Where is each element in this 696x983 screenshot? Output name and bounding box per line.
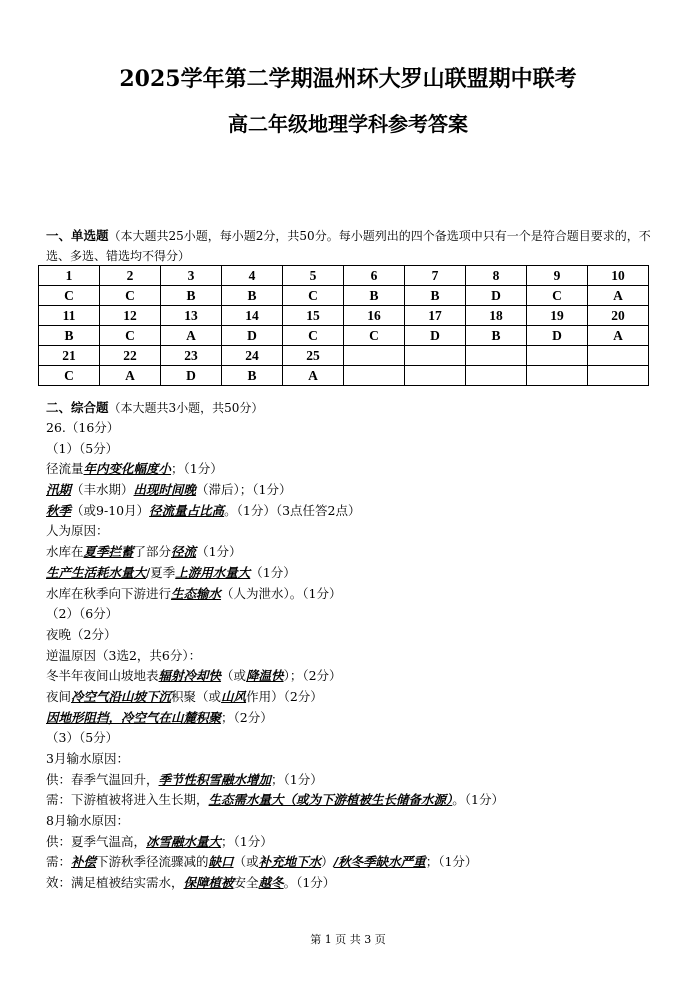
- key-point: 越冬: [258, 875, 284, 891]
- line-text: 。（1分）: [452, 792, 504, 808]
- answer-table-cell: C: [283, 326, 344, 346]
- answer-line: [46, 832, 666, 853]
- answer-table-cell: 11: [39, 306, 100, 326]
- answer-table-cell: B: [344, 286, 405, 306]
- answer-table-cell: C: [344, 326, 405, 346]
- answer-table-cell: A: [100, 366, 161, 386]
- answer-line: [46, 563, 666, 584]
- answer-line: [46, 501, 666, 522]
- answer-table-cell: 10: [588, 266, 649, 286]
- answer-table-cell: D: [527, 326, 588, 346]
- answer-table-cell: 18: [466, 306, 527, 326]
- answer-table-cell: C: [283, 286, 344, 306]
- answer-table-cell: 21: [39, 346, 100, 366]
- answer-line: [46, 873, 666, 894]
- exam-subtitle: 高二年级地理学科参考答案: [228, 112, 468, 136]
- answer-line: [46, 646, 666, 667]
- answer-table-row: [39, 286, 649, 306]
- answer-line: [46, 459, 666, 480]
- answer-table-cell: 24: [222, 346, 283, 366]
- answer-line: [46, 770, 666, 791]
- answer-line: [46, 604, 666, 625]
- line-text: 供：夏季气温高，: [46, 833, 147, 849]
- line-text: （1）（5分）: [46, 440, 119, 456]
- answer-table-cell: [527, 346, 588, 366]
- line-text: 逆温原因（3选2，共6分）：: [46, 647, 202, 663]
- line-text: （丰水期）: [71, 482, 134, 498]
- answer-table-cell: 16: [344, 306, 405, 326]
- answer-table-cell: D: [161, 366, 222, 386]
- answer-table-cell: 9: [527, 266, 588, 286]
- answer-table-cell: 17: [405, 306, 466, 326]
- answer-table-cell: [466, 346, 527, 366]
- answer-table-cell: 1: [39, 266, 100, 286]
- key-point: 季节性积雪融水增加: [158, 771, 272, 787]
- answer-line: [46, 480, 666, 501]
- line-text: 需：下游植被将进入生长期，: [46, 792, 209, 808]
- answer-line: [46, 542, 666, 563]
- answer-table-cell: C: [100, 286, 161, 306]
- key-point: 因地形阻挡，冷空气在山麓积聚: [46, 709, 222, 725]
- section1-heading: 一、单选题: [46, 228, 109, 243]
- line-text: 积聚（或: [171, 688, 222, 704]
- line-text: 作用）（2分）: [246, 688, 323, 704]
- line-text: 水库在秋季向下游进行: [46, 585, 172, 601]
- key-point: 年内变化幅度小: [83, 461, 172, 477]
- answer-table-cell: 13: [161, 306, 222, 326]
- answer-table-cell: A: [588, 326, 649, 346]
- line-text: 径流量: [46, 461, 84, 477]
- answer-table-cell: C: [527, 286, 588, 306]
- line-text: 需：: [46, 854, 72, 870]
- key-point: 生态输水: [171, 585, 222, 601]
- page-footer: 第 1 页 共 3 页: [310, 933, 386, 946]
- line-text: （或: [221, 668, 247, 684]
- answer-table-cell: 19: [527, 306, 588, 326]
- answer-table-cell: C: [100, 326, 161, 346]
- answer-line: [46, 625, 666, 646]
- answer-table-cell: 4: [222, 266, 283, 286]
- answer-table: [38, 265, 649, 386]
- answer-table-row: [39, 306, 649, 326]
- line-text: （或9-10月）: [71, 502, 150, 518]
- key-point: 缺口: [208, 854, 234, 870]
- answer-table-cell: 20: [588, 306, 649, 326]
- answer-table-row: [39, 326, 649, 346]
- answer-table-cell: 15: [283, 306, 344, 326]
- answer-line: [46, 521, 666, 542]
- answer-line: [46, 749, 666, 770]
- answer-table-cell: B: [161, 286, 222, 306]
- line-text: （滞后）；（1分）: [196, 482, 292, 498]
- line-text: ；（1分）: [221, 833, 273, 849]
- answer-table-cell: 7: [405, 266, 466, 286]
- key-point: 冷空气沿山坡下沉: [71, 688, 172, 704]
- answer-table-cell: B: [39, 326, 100, 346]
- answer-table-cell: 6: [344, 266, 405, 286]
- line-text: 3月输水原因：: [46, 751, 129, 766]
- key-point: 上游用水量大: [175, 564, 251, 580]
- line-text: （1分）: [196, 544, 242, 560]
- line-text: 下游秋季径流骤减的: [96, 854, 209, 870]
- line-text: （人为泄水）。（1分）: [221, 585, 342, 601]
- answer-table-row: [39, 366, 649, 386]
- answer-table-cell: C: [39, 366, 100, 386]
- answer-table-cell: A: [588, 286, 649, 306]
- answer-table-cell: 23: [161, 346, 222, 366]
- line-text: 效：满足植被结实需水，: [46, 875, 184, 891]
- key-point: 秋季: [46, 502, 72, 518]
- section1-note: （本大题共25小题，每小题2分，共50分。每小题列出的四个备选项中只有一个是符合题目要求的，不选、多选、错选均不得分）: [46, 229, 651, 263]
- line-text: 夜间: [46, 688, 72, 704]
- answer-table-cell: 8: [466, 266, 527, 286]
- answer-table-cell: [344, 366, 405, 386]
- answer-body: [46, 418, 666, 894]
- answer-line: [46, 790, 666, 811]
- answer-table-cell: B: [466, 326, 527, 346]
- answer-table-cell: [405, 346, 466, 366]
- answer-table-cell: A: [283, 366, 344, 386]
- answer-line: [46, 852, 666, 873]
- answer-line: [46, 728, 666, 749]
- answer-table-cell: C: [39, 286, 100, 306]
- key-point: 生产生活耗水量大: [46, 564, 147, 580]
- exam-title: 2025学年第二学期温州环大罗山联盟期中联考: [119, 66, 577, 92]
- line-text: ；（1分）: [425, 854, 478, 870]
- key-point: 辐射冷却快: [158, 668, 222, 684]
- answer-line: [46, 811, 666, 832]
- answer-table-cell: [588, 366, 649, 386]
- key-point: 径流量占比高: [149, 502, 225, 518]
- key-point: 径流: [171, 544, 197, 560]
- line-text: ；（1分）: [271, 771, 323, 787]
- answer-line: [46, 418, 666, 439]
- line-text: 安全: [233, 875, 259, 891]
- key-point: /秋冬季缺水严重: [333, 854, 426, 870]
- answer-table-cell: [527, 366, 588, 386]
- answer-table-cell: 3: [161, 266, 222, 286]
- line-text: （1分）: [250, 564, 296, 580]
- answer-table-cell: 2: [100, 266, 161, 286]
- line-text: 供：春季气温回升，: [46, 771, 159, 787]
- answer-table-cell: [344, 346, 405, 366]
- answer-table-cell: 5: [283, 266, 344, 286]
- line-text: 人为原因：: [46, 523, 109, 539]
- key-point: 汛期: [46, 482, 72, 498]
- line-text: （或: [233, 854, 259, 870]
- line-text: 。（1分）（3点任答2点）: [224, 502, 361, 518]
- answer-table-cell: 12: [100, 306, 161, 326]
- answer-line: [46, 439, 666, 460]
- answer-table-cell: B: [222, 366, 283, 386]
- section1-heading-block: [46, 226, 656, 266]
- section2-heading: 二、综合题: [46, 400, 109, 415]
- answer-table-cell: [588, 346, 649, 366]
- answer-table-cell: D: [466, 286, 527, 306]
- line-text: 8月输水原因：: [46, 813, 129, 829]
- answer-table-cell: [405, 366, 466, 386]
- line-text: /夏季: [146, 564, 176, 580]
- line-text: ）；（2分）: [283, 668, 342, 684]
- line-text: 冬半年夜间山坡地表: [46, 668, 159, 684]
- answer-table-cell: 14: [222, 306, 283, 326]
- answer-table-cell: B: [222, 286, 283, 306]
- line-text: 了部分: [133, 544, 172, 560]
- line-text: （2）（6分）: [46, 606, 119, 622]
- key-point: 夏季拦蓄: [83, 544, 134, 560]
- key-point: 出现时间晚: [133, 482, 197, 498]
- line-text: ；（2分）: [221, 709, 273, 725]
- answer-table-cell: 25: [283, 346, 344, 366]
- key-point: 保障植被: [183, 875, 234, 891]
- answer-table-cell: D: [222, 326, 283, 346]
- key-point: 生态需水量大（或为下游植被生长储备水源）: [208, 792, 453, 808]
- answer-table-row: [39, 266, 649, 286]
- key-point: 补充地下水: [258, 854, 322, 870]
- answer-table-row: [39, 346, 649, 366]
- answer-line: [46, 708, 666, 729]
- answer-table-cell: 22: [100, 346, 161, 366]
- line-text: 夜晚（2分）: [46, 626, 117, 642]
- answer-table-cell: D: [405, 326, 466, 346]
- answer-table-cell: A: [161, 326, 222, 346]
- key-point: 降温快: [246, 668, 284, 684]
- line-text: ；（1分）: [171, 461, 223, 477]
- answer-line: [46, 584, 666, 605]
- key-point: 冰雪融水量大: [146, 833, 222, 849]
- key-point: 山风: [221, 688, 247, 704]
- line-text: 26.（16分）: [46, 420, 120, 435]
- key-point: 补偿: [71, 854, 97, 870]
- answer-table-cell: [466, 366, 527, 386]
- section2-heading-block: [46, 398, 656, 418]
- section2-note: （本大题共3小题，共50分）: [108, 401, 264, 415]
- line-text: （3）（5分）: [46, 730, 119, 746]
- line-text: 水库在: [46, 544, 84, 560]
- line-text: 。（1分）: [283, 875, 336, 891]
- answer-line: [46, 666, 666, 687]
- line-text: ）: [321, 854, 334, 870]
- answer-table-cell: B: [405, 286, 466, 306]
- answer-line: [46, 687, 666, 708]
